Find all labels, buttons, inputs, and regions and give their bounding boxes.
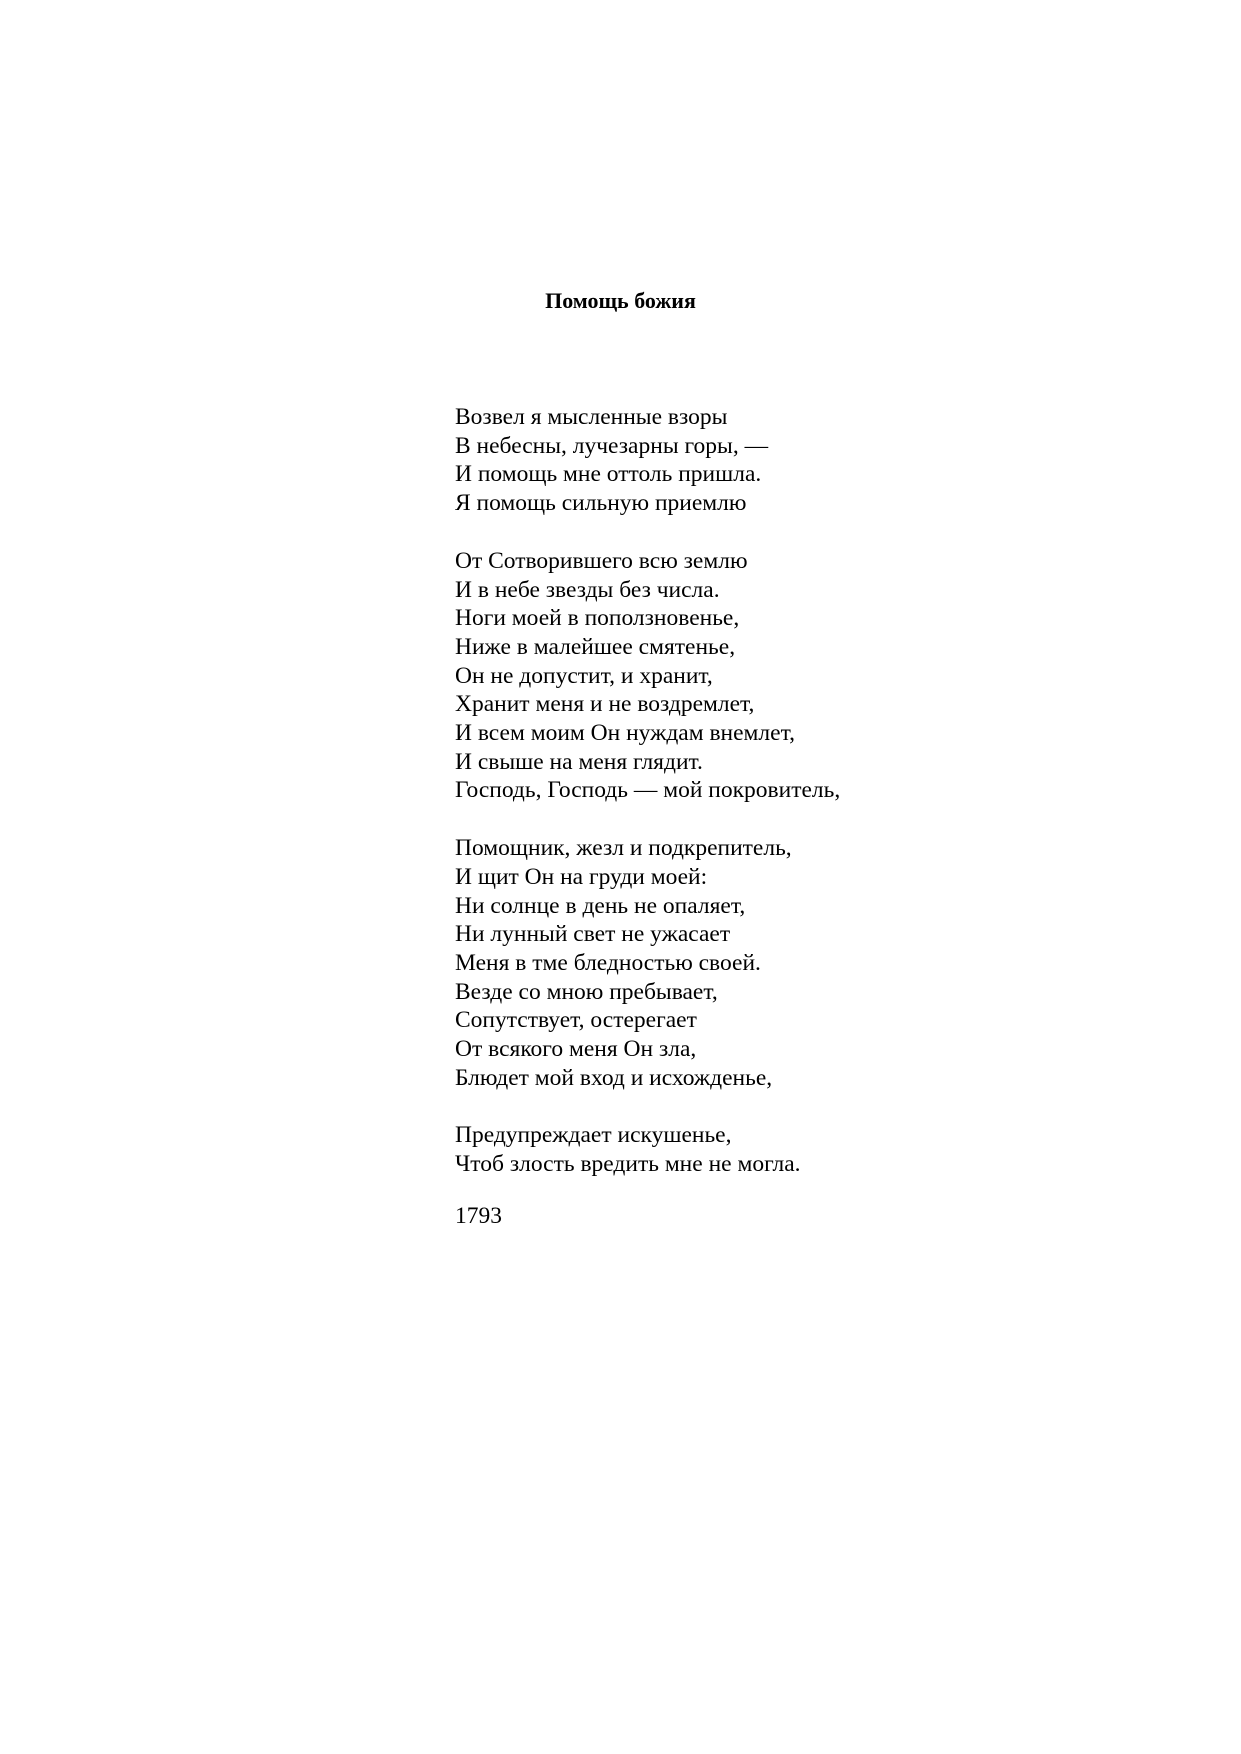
poem-year: 1793 <box>455 1203 502 1229</box>
stanza-2 <box>455 547 1175 805</box>
stanza-1 <box>455 403 1175 518</box>
poem-line: Меня в тме бледностью своей. <box>455 949 761 976</box>
poem-line: От Сотворившего всю землю <box>455 547 748 574</box>
poem-line: Господь, Господь — мой покровитель, <box>455 777 841 804</box>
poem-line: Везде со мною пребывает, <box>455 978 718 1005</box>
poem-line: Предупреждает искушенье, <box>455 1122 732 1149</box>
poem-line: И помощь мне оттоль пришла. <box>455 461 762 488</box>
poem-line: В небесны, лучезарны горы, — <box>455 432 769 459</box>
poem-line: Я помощь сильную приемлю <box>455 490 747 517</box>
poem-line: И всем моим Он нуждам внемлет, <box>455 720 795 747</box>
poem-line: Ноги моей в поползновенье, <box>455 605 740 632</box>
poem-line: Возвел я мысленные взоры <box>455 404 728 430</box>
poem-line: От всякого меня Он зла, <box>455 1036 697 1063</box>
poem-line: И свыше на меня глядит. <box>455 748 703 775</box>
poem-line: Ниже в малейшее смятенье, <box>455 633 736 660</box>
poem-line: Ни лунный свет не ужасает <box>455 921 731 948</box>
poem-line: Помощник, жезл и подкрепитель, <box>455 835 792 862</box>
poem-line: Чтоб злость вредить мне не могла. <box>455 1151 801 1178</box>
poem-title: Помощь божия <box>545 288 696 313</box>
poem-line: Сопутствует, остерегает <box>455 1007 697 1034</box>
poem-line: И в небе звезды без числа. <box>455 576 720 603</box>
poem-line: Ни солнце в день не опаляет, <box>455 892 746 919</box>
poem-line: Он не допустит, и хранит, <box>455 662 713 689</box>
stanza-4 <box>455 1121 1175 1178</box>
poem-line: Блюдет мой вход и исхожденье, <box>455 1064 773 1091</box>
stanza-3 <box>455 834 1175 1092</box>
poem-line: И щит Он на груди моей: <box>455 863 708 890</box>
poem-line: Хранит меня и не воздремлет, <box>455 691 755 718</box>
poem-body <box>455 403 1175 1208</box>
